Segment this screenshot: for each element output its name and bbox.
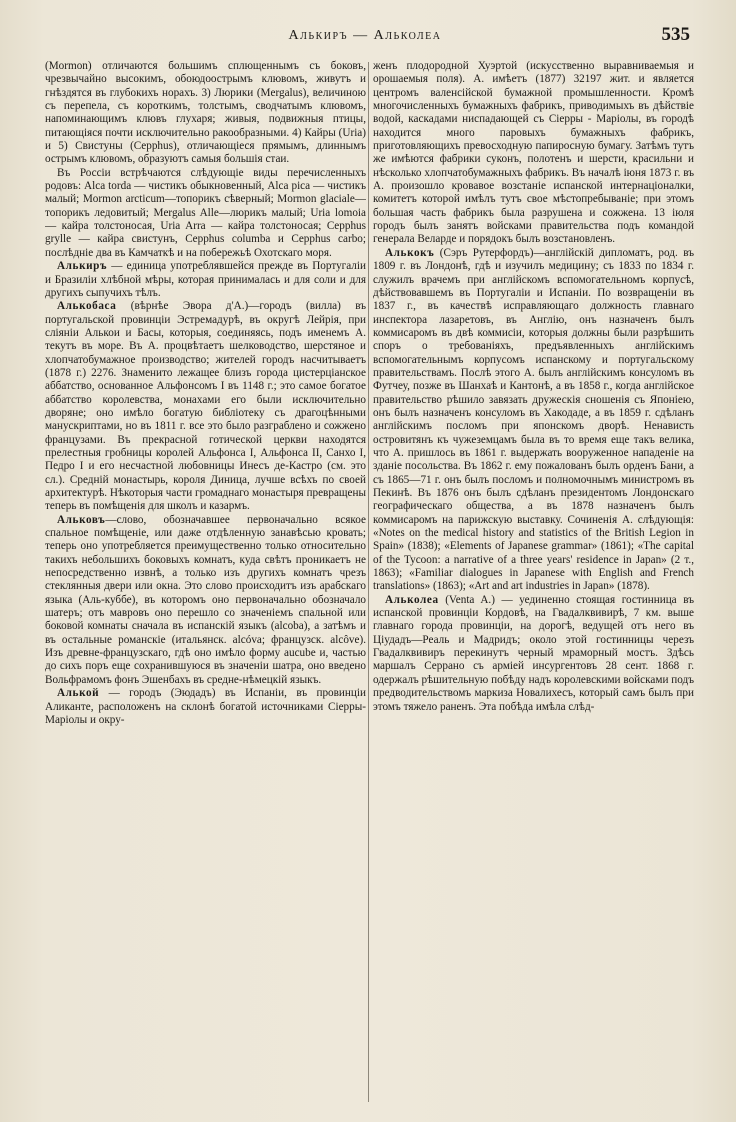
entry-headword: Алькобаса bbox=[57, 300, 117, 313]
entry-headword: Алькой bbox=[57, 687, 100, 700]
paragraph-auks-genera: (Mormon) отличаются большимъ сплющеннымъ съ боковъ, чрезвычайно высокимъ, обоюдоострымъ клювомъ, живутъ и гнѣздятся въ глубокихъ норахъ. 3) Люрики (Mergalus), величиною съ перепела, съ короткимъ, толстымъ, сводчатымъ клювомъ, напоминающимъ клювъ глухаря; живыя, подвижныя птицы, питающіяся почти исключительно ракообразными. 4) Кайры (Uria) и 5) Свистуны (Cepphus), отличающіеся прямымъ, длиннымъ острымъ клювомъ, образуютъ самыя большія стаи. bbox=[45, 60, 366, 166]
entry-alkir bbox=[45, 260, 366, 300]
paragraph-alkoy-continued: женъ плодородной Хуэртой (искусственно выравниваемыя и орошаемыя поля). А. имѣетъ (1877) 32197 жит. и является центромъ валенсійской бумажной промышленности. Кромѣ многочисленныхъ бумажныхъ фабрикъ, приводимыхъ въ дѣйствіе водой, каскадами ниспадающей съ Сіерры - Маріолы, въ городѣ находится много паровыхъ бумажныхъ фабрикъ, приготовляющихъ превосходную папиросную бумагу. Затѣмъ тутъ же имѣются фабрики суконъ, полотенъ и шерсти, красильни и нѣсколько хлопчатобумажныхъ фабрикъ. Въ началѣ іюня 1873 г. въ А. произошло кровавое возстаніе испанской интернаціоналки, комитетъ которой имѣлъ тутъ свое мѣстопребываніе; при этомъ большая часть фабрикъ была разрушена и сожжена. 13 іюля городъ былъ занятъ войсками правительства подъ командой генерала Веларде и порядокъ былъ возстановленъ. bbox=[373, 60, 694, 246]
column-divider bbox=[368, 62, 369, 1102]
entry-headword: Альковъ bbox=[57, 513, 106, 526]
entry-alkov bbox=[45, 514, 366, 687]
paragraph-russian-species: Въ Россіи встрѣчаются слѣдующіе виды перечисленныхъ родовъ: Alca torda — чистикъ обыкновенный, Alca pica — чистикъ малый; Mormon arcticum—топорикъ сѣверный; Mormon glaciale—топорикъ ледовитый; Mergalus Alle—люрикъ малый; Uria lomoia — кайра толстоносая, Uria Arra — кайра толстоносая; Cepphus grylle — кайра свистунъ, Cepphus columba и Cepphus carbo; послѣдніе два въ Камчаткѣ и на побережьѣ Охотскаго моря. bbox=[45, 166, 366, 259]
entry-headword: Альколеа bbox=[385, 593, 439, 606]
entry-headword: Алькокъ bbox=[385, 246, 435, 259]
header-title: Алькиръ — Альколеа bbox=[288, 28, 442, 43]
entry-alkobasa bbox=[45, 300, 366, 514]
right-column bbox=[373, 60, 694, 1102]
running-header bbox=[40, 24, 690, 52]
page-number: 535 bbox=[661, 24, 690, 45]
entry-alkok bbox=[373, 247, 694, 594]
entry-alkoy bbox=[45, 687, 366, 727]
entry-text: (вѣрнѣе Эвора д'А.)—городъ (вилла) въ португальской провинціи Эстремадурѣ, въ округѣ Лейрія, при сліяніи Алькои и Басы, которыя, соединяясь, подъ именемъ А. текутъ въ море. Въ А. процвѣтаетъ шелководство, шерстяное и хлопчатобумажное производство; жителей городъ насчитываетъ (1878 г.) 2276. Знаменито лежащее близъ города цистерціанское аббатство, основанное Альфонсомъ I въ 1148 г.; это самое богатое аббатство королевства, монахами его были исключительно дворяне; оно имѣло богатую библіотеку съ драгоцѣнными манускриптами, но въ 1811 г. все это было разграблено и сожжено французами. Въ прекрасной готической церкви находятся прелестныя гробницы королей Альфонса I, Альфонса II, Санхо I, Педро I и его несчастной любовницы Инесъ де-Кастро (см. это сл.). Средній монастырь, короля Диница, лучше всѣхъ по своей архитектурѣ. Нѣкоторыя части громаднаго монастыря превращены теперь въ помѣщенія для школъ и казармъ. bbox=[45, 300, 366, 513]
entry-text: — городъ (Эюдадъ) въ Испаніи, въ провинціи Аликанте, расположенъ на склонѣ богатой источниками Сіерры-Маріолы и окру- bbox=[45, 687, 366, 726]
entry-text: (Сэръ Рутерфордъ)—англійскій дипломатъ, род. въ 1809 г. въ Лондонѣ, гдѣ и изучилъ медицину; съ 1833 по 1834 г. служилъ врачемъ при англійскомъ вспомогательномъ корпусѣ, дѣйствовавшемъ въ Португаліи и Испаніи. По возвращеніи въ 1837 г., въ качествѣ исправляющаго должность главнаго инспектора лазаретовъ, въ Англію, онъ назначенъ былъ коммисаромъ въ двѣ коммисіи, которыя должны были разрѣшить споръ о требованіяхъ, предъявленныхъ англійскимъ вспомогательнымъ корпусомъ испанскому и португальскому правительствамъ. Послѣ этого А. былъ англійскимъ консуломъ въ Футчеу, позже въ Шанхаѣ и Кантонѣ, а въ 1858 г., когда англійское правительство рѣшило завязать дружескія сношенія съ Японіею, онъ былъ назначенъ консуломъ въ Хакодаде, а въ 1859 г. сдѣланъ англійскимъ посломъ при японскомъ дворѣ. Ненависть островитянъ къ чужеземцамъ была въ то время еще такъ велика, что А. пришлось въ 1861 г. выдержать вооруженное нападеніе на зданіе посольства. Въ 1862 г. ему пожалованъ былъ орденъ Бани, а съ 1865—71 г. онъ былъ посломъ и полномочнымъ министромъ въ Пекинѣ. Въ 1876 онъ былъ сдѣланъ президентомъ Лондонскаго географическаго общества, а въ 1878 назначенъ былъ коммисаромъ на парижскую выставку. Сочиненія А. слѣдующія: «Notes on the medical history and statistics of the British Legion in Spain» (1838); «Elements of Japanese grammar» (1861); «The capital of the Tycoon: a narrative of a three years' residence in Japan» (2 т., 1863); «Familiar dialogues in Japanese with English and French translations» (1863); «Art and art industries in Japan» (1878). bbox=[373, 246, 694, 593]
left-column bbox=[45, 60, 366, 1102]
entry-headword: Алькиръ bbox=[57, 260, 108, 273]
entry-text: —слово, обозначавшее первоначально всякое спальное помѣщеніе, или даже отдѣленную занавѣсью кровать; теперь оно употребляется преимущественно только относительно такихъ небольшихъ боковыхъ комнатъ, куда свѣтъ проникаетъ не непосредственно извнѣ, а только изъ другихъ комнатъ чрезъ стеклянныя двери или окна. Это слово происходитъ изъ арабскаго языка (Аль-куббе), въ которомъ оно первоначально обозначало шатеръ; отъ мавровъ оно перешло со значеніемъ спальной или боковой комнаты сначала въ испанскій языкъ (alcoba), а затѣмъ и въ остальные романскіе (итальянск. alcóva; французск. alcôve). Изъ древне-французскаго, гдѣ оно имѣло форму aucube и, частью до сихъ поръ еще сохранившуюся въ значеніи шатра, оно введено Вольфрамомъ фонъ Эшенбахъ въ средне-нѣмецкій языкъ. bbox=[45, 513, 366, 686]
entry-text: — единица употреблявшейся прежде въ Португаліи и Бразиліи хлѣбной мѣры, которая принималась и для соли и для другихъ сыпучихъ тѣлъ. bbox=[45, 260, 366, 299]
entry-alkolea bbox=[373, 594, 694, 714]
entry-text: (Venta A.) — уединенно стоящая гостинница въ испанской провинціи Кордовѣ, на Гвадалквивирѣ, 7 км. выше главнаго города провинціи, на дорогѣ, ведущей отъ него въ Ціудадъ—Реаль и Мадридъ; около этой гостинницы черезъ Гвадалквивиръ перекинутъ черный мраморный мостъ. Здѣсь маршалъ Серрано съ арміей инсургентовъ 28 сент. 1868 г. одержалъ рѣшительную побѣду надъ королевскими войсками подъ предводительствомъ маркиза Новалихесъ, который самъ былъ при этомъ тяжело раненъ. Эта побѣда имѣла слѣд- bbox=[373, 593, 694, 713]
